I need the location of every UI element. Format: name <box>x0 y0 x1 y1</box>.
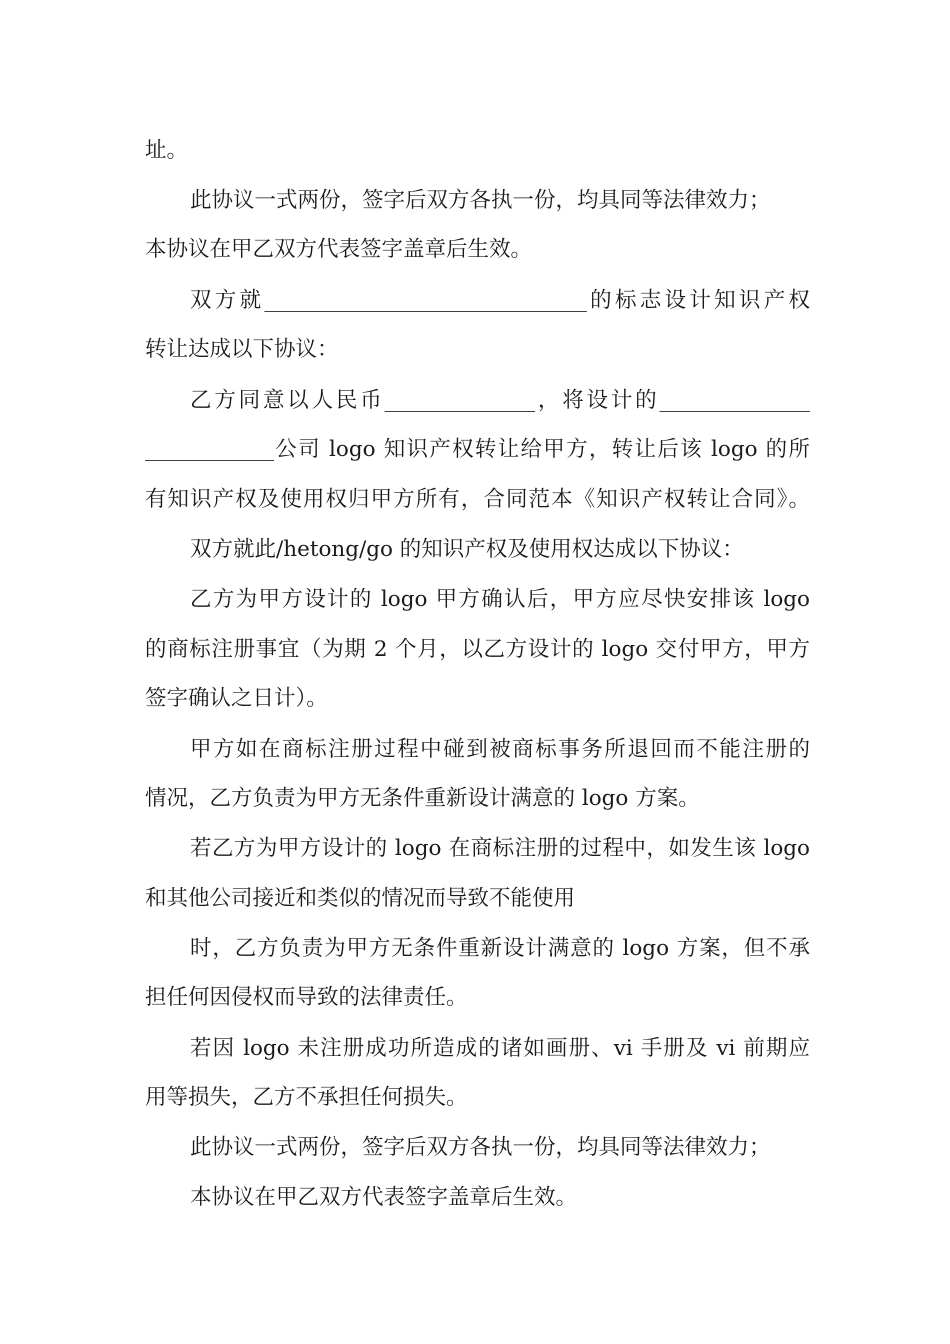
text-line: ____________公司 logo 知识产权转让给甲方，转让后该 logo 的所 <box>145 437 810 462</box>
text-line: 时，乙方负责为甲方无条件重新设计满意的 logo 方案，但不承 <box>190 936 810 961</box>
text-line: 有知识产权及使用权归甲方所有，合同范本《知识产权转让合同》。 <box>145 487 810 512</box>
text-line: 本协议在甲乙双方代表签字盖章后生效。 <box>145 237 533 262</box>
text-line: 甲方如在商标注册过程中碰到被商标事务所退回而不能注册的 <box>190 737 810 762</box>
text-line: 用等损失，乙方不承担任何损失。 <box>145 1085 468 1110</box>
text-line: 乙方同意以人民币______________，将设计的______________ <box>190 388 810 413</box>
text-line: 签字确认之日计）。 <box>145 686 328 711</box>
text-line: 址。 <box>145 138 189 163</box>
text-line: 转让达成以下协议： <box>145 337 339 362</box>
text-line: 担任何因侵权而导致的法律责任。 <box>145 985 468 1010</box>
text-line: 双方就此/hetong/go 的知识产权及使用权达成以下协议： <box>190 537 744 562</box>
text-line: 此协议一式两份，签字后双方各执一份，均具同等法律效力； <box>190 188 771 213</box>
text-line: 和其他公司接近和类似的情况而导致不能使用 <box>145 886 576 911</box>
text-line: 本协议在甲乙双方代表签字盖章后生效。 <box>190 1185 578 1210</box>
text-line: 乙方为甲方设计的 logo 甲方确认后，甲方应尽快安排该 logo <box>190 587 810 612</box>
text-line: 若因 logo 未注册成功所造成的诸如画册、vi 手册及 vi 前期应 <box>190 1036 810 1061</box>
text-line: 情况，乙方负责为甲方无条件重新设计满意的 logo 方案。 <box>145 786 700 811</box>
text-line: 若乙方为甲方设计的 logo 在商标注册的过程中，如发生该 logo <box>190 836 810 861</box>
text-line: 双方就______________________________的标志设计知识产权 <box>190 288 810 313</box>
text-line: 此协议一式两份，签字后双方各执一份，均具同等法律效力； <box>190 1135 771 1160</box>
text-line: 的商标注册事宜（为期 2 个月，以乙方设计的 logo 交付甲方，甲方 <box>145 637 810 662</box>
